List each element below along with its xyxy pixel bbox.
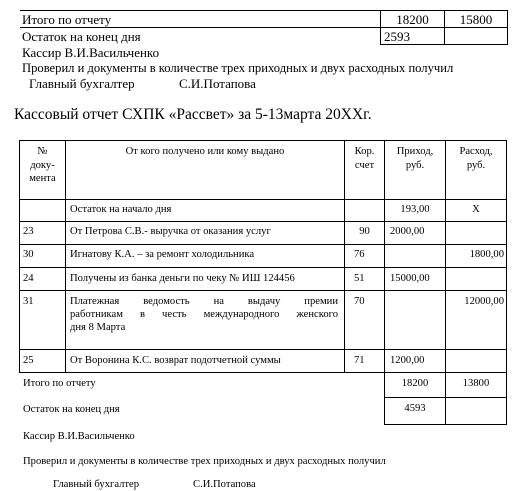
top-ostatok-label: Остаток на конец дня bbox=[22, 29, 141, 44]
bottom-kassir: Кассир В.И.Васильченко bbox=[23, 431, 135, 442]
row-prihod: 1200,00 bbox=[390, 355, 425, 366]
row-prihod: 193,00 bbox=[400, 204, 430, 215]
row-kor: 71 bbox=[354, 355, 365, 366]
row-rashod: Х bbox=[472, 204, 480, 215]
top-itogo-rashod: 15800 bbox=[459, 12, 493, 27]
bottom-buh-name: С.И.Потапова bbox=[193, 479, 256, 490]
row-num: 31 bbox=[23, 296, 34, 307]
ostatok-label: Остаток на конец дня bbox=[23, 404, 120, 415]
top-itogo-label: Итого по отчету bbox=[22, 12, 112, 27]
row-num: 23 bbox=[23, 226, 34, 237]
row-kor: 90 bbox=[359, 226, 370, 237]
row-desc: Игнатову К.А. – за ремонт холодильника bbox=[70, 249, 255, 260]
bottom-buh-label: Главный бухгалтер bbox=[53, 479, 140, 490]
header-rashod: Расход, руб. bbox=[459, 146, 493, 171]
row-num: 25 bbox=[23, 355, 34, 366]
row-kor: 70 bbox=[354, 296, 365, 307]
header-prihod: Приход, руб. bbox=[396, 146, 434, 171]
row-num: 24 bbox=[23, 273, 34, 284]
top-kassir: Кассир В.И.Васильченко bbox=[22, 45, 160, 60]
row-desc: От Воронина К.С. возврат подотчетной суммы bbox=[70, 355, 281, 366]
header-doc-num: № доку- мента bbox=[29, 146, 56, 184]
top-ostatok-value: 2593 bbox=[384, 29, 410, 44]
itogo-prihod: 18200 bbox=[401, 378, 429, 389]
row-kor: 51 bbox=[354, 273, 365, 284]
ostatok-value: 4593 bbox=[404, 403, 426, 414]
row-rashod: 1800,00 bbox=[469, 249, 504, 260]
top-itogo-prihod: 18200 bbox=[396, 12, 429, 27]
top-buh-name: С.И.Потапова bbox=[179, 76, 256, 91]
header-description: От кого получено или кому выдано bbox=[125, 146, 285, 157]
itogo-rashod: 13800 bbox=[462, 378, 490, 389]
bottom-proveril: Проверил и документы в количестве трех приходных и двух расходных получил bbox=[23, 456, 386, 467]
page-title: Кассовый отчет СХПК «Рассвет» за 5-13марта 20ХХг. bbox=[14, 106, 372, 123]
row-num: 30 bbox=[23, 249, 34, 260]
row-rashod: 12000,00 bbox=[464, 296, 504, 307]
itogo-label: Итого по отчету bbox=[23, 378, 96, 389]
top-buh-label: Главный бухгалтер bbox=[29, 76, 135, 91]
row-prihod: 15000,00 bbox=[390, 273, 430, 284]
row-kor: 76 bbox=[354, 249, 365, 260]
row-desc: Платежная ведомость на выдачу премии работникам в честь международного женского дня 8 Марта bbox=[70, 296, 338, 333]
row-desc: Получены из банка деньги по чеку № ИШ 124456 bbox=[70, 273, 295, 284]
header-kor-schet: Кор. счет bbox=[354, 146, 375, 171]
row-desc: От Петрова С.В.- выручка от оказания услуг bbox=[70, 226, 271, 237]
top-proveril: Проверил и документы в количестве трех приходных и двух расходных получил bbox=[22, 61, 454, 75]
row-desc: Остаток на начало дня bbox=[70, 204, 172, 215]
row-prihod: 2000,00 bbox=[390, 226, 425, 237]
